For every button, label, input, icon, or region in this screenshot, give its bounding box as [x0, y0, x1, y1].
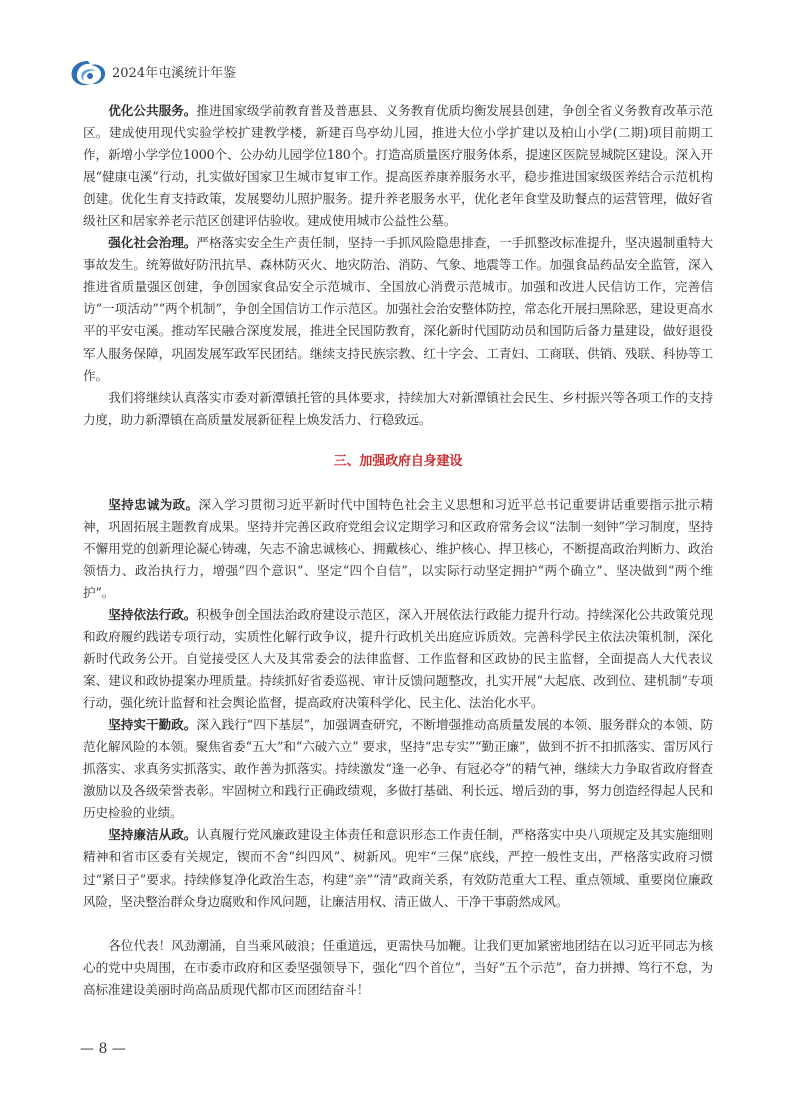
paragraph-public-services	[83, 100, 713, 232]
page-number: — 8 —	[80, 1041, 126, 1057]
paragraph-social-governance	[83, 232, 713, 386]
paragraph-text: 各位代表！风劲潮涌，自当乘风破浪；任重道远，更需快马加鞭。让我们更加紧密地团结在以习近平同志为核心的党中央周围，在市委市政府和区委坚强领导下，强化“四个首位”，当好“五个示范”，奋力拼搏、笃行不怠，为高标准建设美丽时尚高品质现代都市区而团结奋斗！	[83, 937, 713, 997]
paragraph-text: 深入学习贯彻习近平新时代中国特色社会主义思想和习近平总书记重要讲话重要指示批示精神，巩固拓展主题教育成果。坚持并完善区政府党组会议定期学习和区政府常务会议“法制一刻钟”学习制度，坚持不懈用党的创新理论凝心铸魂，矢志不渝忠诚核心、拥戴核心、维护核心、捍卫核心，不断提高政治判断力、政治领悟力、政治执行力，增强“四个意识”、坚定“四个自信”，以实际行动坚定拥护“两个确立”、坚决做到“两个维护”。	[83, 496, 713, 600]
paragraph-lead: 坚持廉洁从政。	[108, 827, 197, 843]
paragraph-lead: 坚持忠诚为政。	[108, 496, 199, 512]
paragraph-lead: 坚持实干勤政。	[108, 717, 197, 733]
paragraph-diligence	[83, 714, 713, 824]
paragraph-closing	[83, 935, 713, 1001]
paragraph-integrity	[83, 824, 713, 912]
paragraph-text: 我们将继续认真落实市委对新潭镇托管的具体要求，持续加大对新潭镇社会民生、乡村振兴等各项工作的支持力度，助力新潭镇在高质量发展新征程上焕发活力、行稳致远。	[83, 389, 713, 427]
paragraph-rule-of-law	[83, 604, 713, 714]
paragraph-text: 深入践行“四下基层”，加强调查研究，不断增强推动高质量发展的本领、服务群众的本领、防范化解风险的本领。聚焦省委“五大”和“六破六立” 要求，坚持“忠专实”“勤正廉”，做到不折不扣抓落实、雷厉风行抓落实、求真务实抓落实、敢作善为抓落实。持续激发“逢一必争、有冠必夺”的精气神，继续大力争取省政府督查激励以及各级荣誉表彰。牢固树立和践行正确政绩观，多做打基础、利长远、增后劲的事，努力创造经得起人民和历史检验的业绩。	[83, 717, 714, 821]
paragraph-text: 推进国家级学前教育普及普惠县、义务教育优质均衡发展县创建，争创全省义务教育改革示范区。建成使用现代实验学校扩建教学楼，新建百鸟亭幼儿园，推进大位小学扩建以及柏山小学(二期)项目前期工作，新增小学学位1000个、公办幼儿园学位180个。打造高质量医疗服务体系，提速区医院昱城院区建设。深入开展“健康屯溪”行动，扎实做好国家卫生城市复审工作。提高医养康养服务水平，稳步推进国家级医养结合示范机构创建。优化生育支持政策，发展婴幼儿照护服务。提升养老服务水平，优化老年食堂及助餐点的运营管理，做好省级社区和居家养老示范区创建评估验收。建成使用城市公益性公墓。	[83, 103, 713, 229]
section-heading: 三、加强政府自身建设	[333, 453, 463, 469]
yearbook-logo-icon	[68, 58, 112, 88]
yearbook-title: 2024年屯溪统计年鉴	[112, 66, 237, 81]
paragraph-gap	[83, 913, 713, 935]
paragraph-lead: 优化公共服务。	[108, 103, 197, 118]
document-body	[83, 100, 713, 1001]
paragraph-lead: 强化社会治理。	[108, 235, 197, 251]
paragraph-xintan-support	[83, 387, 713, 431]
paragraph-text: 积极争创全国法治政府建设示范区，深入开展依法行政能力提升行动。持续深化公共政策兑现和政府履约践诺专项行动，实质性化解行政争议，提升行政机关出庭应诉质效。完善科学民主依法决策机制，深化新时代政务公开。自觉接受区人大及其常委会的法律监督、工作监督和区政协的民主监督，全面提高人大代表议案、建议和政协提案办理质量。持续抓好省委巡视、审计反馈问题整改，扎实开展“大起底、改到位、建机制”专项行动，强化统计监督和社会舆论监督，提高政府决策科学化、民主化、法治化水平。	[83, 606, 713, 711]
paragraph-text: 认真履行党风廉政建设主体责任和意识形态工作责任制，严格落实中央八项规定及其实施细则精神和省市区委有关规定，锲而不舍“纠四风”、树新风。兜牢“三保”底线，严控一般性支出，严格落实政府习惯过“紧日子”要求。持续修复净化政治生态，构建“亲”“清”政商关系，有效防范重大工程、重点领域、重要岗位廉政风险，坚决整治群众身边腐败和作风问题，让廉洁用权、清正做人、干净干事蔚然成风。	[83, 827, 713, 909]
paragraph-text: 严格落实安全生产责任制，坚持一手抓风险隐患排查，一手抓整改标准提升，坚决遏制重特大事故发生。统筹做好防汛抗旱、森林防灭火、地灾防治、消防、气象、地震等工作。加强食品药品安全监管，深入推进省质量强区创建，争创国家食品安全示范城市、全国放心消费示范城市。加强和改进人民信访工作，完善信访“一项活动”“两个机制”，争创全国信访工作示范区。加强社会治安整体防控，常态化开展扫黑除恶，建设更高水平的平安屯溪。推动军民融合深度发展，推进全民国防教育，深化新时代国防动员和国防后备力量建设，做好退役军人服务保障，巩固发展军政军民团结。继续支持民族宗教、红十字会、工青妇、工商联、供销、残联、科协等工作。	[83, 235, 713, 383]
paragraph-loyalty	[83, 494, 713, 604]
paragraph-lead: 坚持依法行政。	[108, 606, 197, 622]
